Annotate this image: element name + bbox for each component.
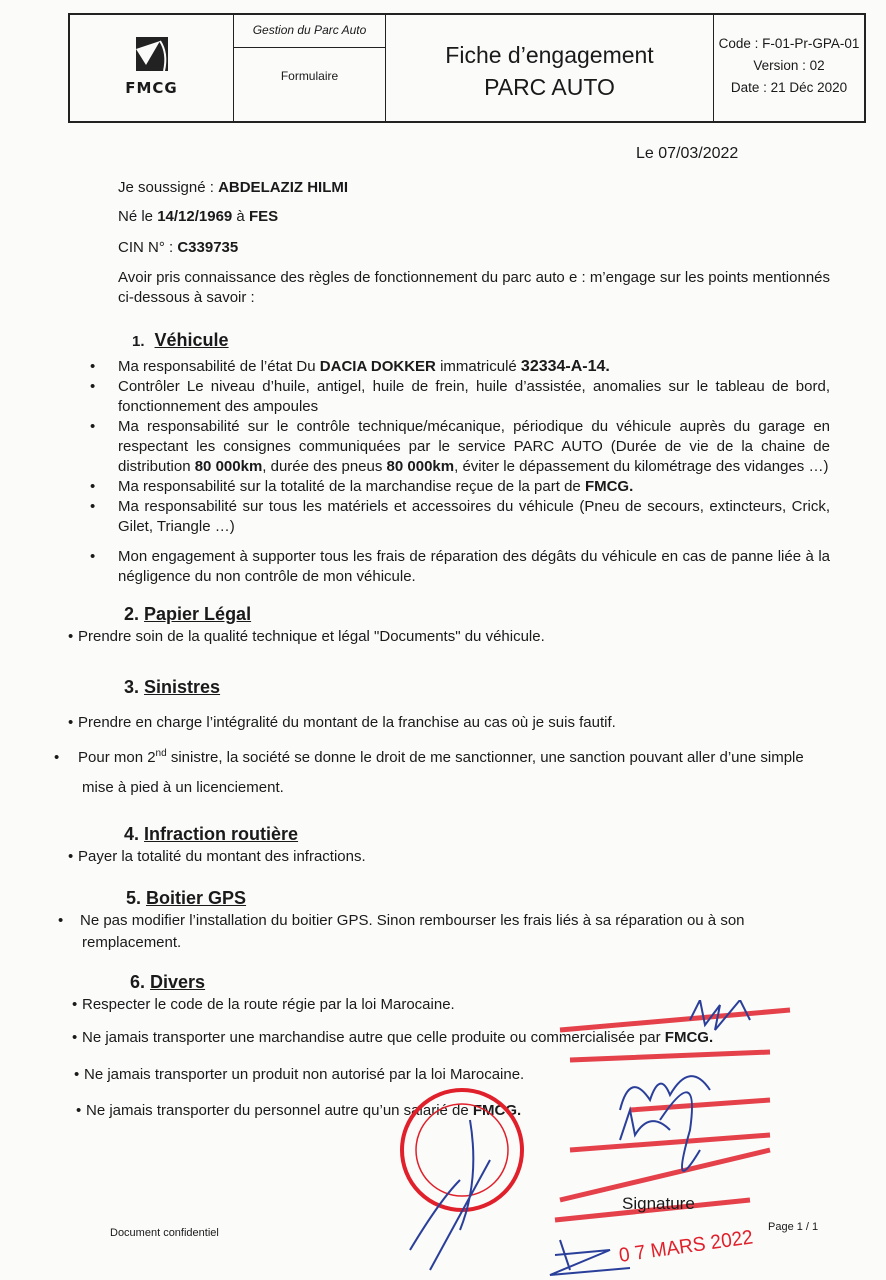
title-cell [386, 15, 714, 121]
intro-paragraph: Avoir pris connaissance des règles de fonctionnement du parc auto e : m’engage sur les points mentionnés ci-dessous à savoir : [118, 269, 830, 306]
section-2-heading: 2. Papier Légal [124, 604, 252, 624]
logo-cell [70, 15, 234, 121]
signature-label: Signature [622, 1194, 695, 1213]
section-1-list [68, 357, 830, 587]
list-item: • Contrôler Le niveau d’huile, antigel, huile de frein, huile d’assistée, anomalies sur le tableau de bord, fonctionnement des ampoules [90, 378, 830, 415]
meta-cell [714, 15, 864, 121]
birth-city: FES [248, 208, 279, 225]
list-item: • Ma responsabilité sur tous les matériels et accessoires du véhicule (Pneu de secours, extincteurs, Crick, Gilet, Triangle …) [90, 498, 830, 535]
label: à [232, 208, 249, 225]
doc-code: Code : F-01-Pr-GPA-01 [718, 36, 860, 51]
document-body [54, 178, 830, 1121]
svg-text:0 7 MARS 2022: 0 7 MARS 2022 [617, 1225, 761, 1267]
list-item: • Ma responsabilité sur la totalité de la marchandise reçue de la part de FMCG. [90, 478, 634, 495]
document-subtitle: PARC AUTO [484, 74, 615, 100]
list-item: • Respecter le code de la route régie par la loi Marocaine. [72, 996, 455, 1013]
list-item: • Ne jamais transporter un produit non autorisé par la loi Marocaine. [74, 1066, 525, 1083]
list-item: • Ne pas modifier l’installation du boitier GPS. Sinon rembourser les frais liés à sa réparation ou à son remplacement. [58, 912, 745, 951]
label: Né le [118, 208, 158, 225]
page-number: Page 1 / 1 [768, 1221, 819, 1233]
birth-date: 14/12/1969 [157, 208, 233, 225]
section-1-heading [68, 328, 830, 354]
section-number: 1. [132, 333, 145, 350]
list-item: • Prendre soin de la qualité technique et légal "Documents" du véhicule. [68, 628, 545, 645]
cin-number: C339735 [177, 239, 239, 256]
list-item: • Prendre en charge l’intégralité du montant de la franchise au cas où je suis fautif. [68, 714, 616, 731]
birth-line [68, 207, 830, 227]
letter-date: Le 07/03/2022 [636, 145, 739, 162]
undersigned-name: ABDELAZIZ HILMI [218, 179, 349, 196]
category-cell [234, 15, 386, 121]
section-3-heading: 3. Sinistres [124, 677, 221, 697]
section-6-heading: 6. Divers [130, 972, 206, 992]
list-item: • Pour mon 2nd sinistre, la société se donne le droit de me sanctionner, une sanction pouvant aller d’une simple mise à pied à un licenciement. [54, 748, 804, 796]
cin-line [68, 238, 830, 258]
section-title: Véhicule [154, 330, 229, 350]
document-title: Fiche d’engagement [445, 42, 654, 68]
list-item: • Ne jamais transporter du personnel autre qu’un salarié de FMCG. [76, 1102, 522, 1119]
category-label: Gestion du Parc Auto [234, 15, 385, 48]
doc-date: Date : 21 Déc 2020 [730, 80, 848, 95]
confidential-note: Document confidentiel [110, 1227, 219, 1239]
doc-version: Version : 02 [753, 58, 825, 73]
list-item: • Ma responsabilité sur le contrôle technique/mécanique, périodique du véhicule auprès du garage en respectant les consignes communiquées par le service PARC AUTO (Durée de vie de la chaine de distribution 80 000km, durée des pneus 80 000km, éviter le dépassement du kilométrage des vidanges …) [90, 418, 830, 475]
section-5-heading: 5. Boitier GPS [126, 888, 247, 908]
section-4-heading: 4. Infraction routière [124, 824, 299, 844]
form-type-label: Formulaire [280, 69, 339, 83]
list-item: • Ne jamais transporter une marchandise autre que celle produite ou commercialisée par FMCG. [72, 1029, 714, 1046]
label: Je soussigné : [118, 179, 219, 196]
list-item: • Payer la totalité du montant des infractions. [68, 848, 366, 865]
label: CIN N° : [118, 239, 178, 256]
undersigned-line [68, 178, 830, 198]
document-header [68, 13, 866, 123]
list-item: • Mon engagement à supporter tous les frais de réparation des dégâts du véhicule en cas de panne liée à la négligence du non contrôle de mon véhicule. [90, 548, 830, 585]
fmcg-logo-icon [134, 35, 170, 73]
logo-text: FMCG [125, 79, 178, 97]
list-item: • Ma responsabilité de l’état Du DACIA DOKKER immatriculé 32334-A-14. [90, 358, 610, 375]
stamps-and-signature-icon [370, 1000, 820, 1280]
